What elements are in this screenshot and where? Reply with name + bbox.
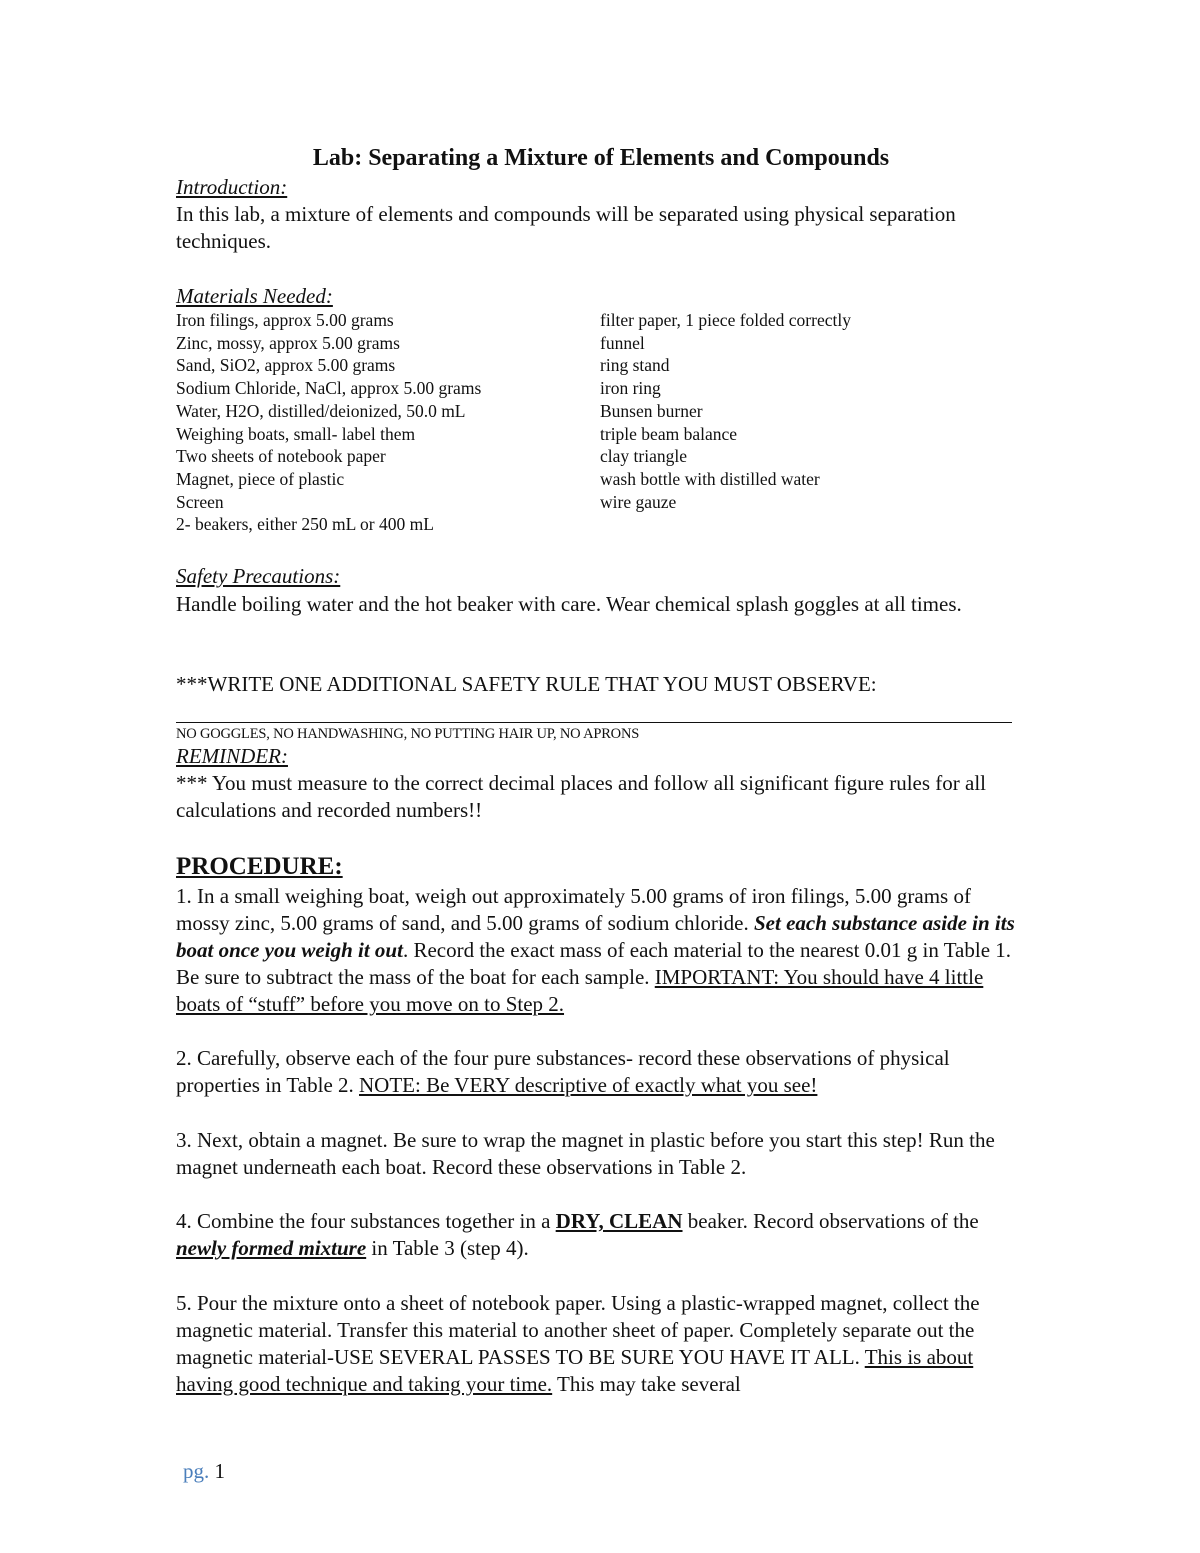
safety-heading: Safety Precautions:	[176, 564, 341, 588]
material-item: Two sheets of notebook paper	[176, 446, 386, 467]
material-item: Sodium Chloride, NaCl, approx 5.00 grams	[176, 378, 482, 399]
material-item: iron ring	[600, 378, 661, 399]
step-text: . Record the exact mass of each material to the nearest 0.01 g in Table 1. Be sure to subtract the mass of the boat for each sample.	[176, 938, 1012, 989]
step-emphasis: Set each substance aside in its boat once you weigh it out	[176, 911, 1015, 962]
material-item: triple beam balance	[600, 423, 738, 444]
material-item: ring stand	[600, 355, 670, 376]
page-number: 1	[214, 1459, 225, 1483]
procedure-heading: PROCEDURE:	[176, 853, 343, 880]
procedure-step-1	[176, 883, 1026, 1018]
introduction-text: In this lab, a mixture of elements and compounds will be separated using physical separation techniques.	[176, 202, 956, 253]
step-text: 4. Combine the four substances together in a	[176, 1209, 556, 1233]
step-text: beaker. Record observations of the	[682, 1209, 979, 1233]
page-footer	[183, 1458, 225, 1484]
step-underlined: IMPORTANT: You should have 4 little boats of “stuff” before you move on to Step 2.	[176, 965, 984, 1016]
safety-rule-prompt: ***WRITE ONE ADDITIONAL SAFETY RULE THAT YOU MUST OBSERVE:	[176, 672, 877, 696]
page-title: Lab: Separating a Mixture of Elements and Compounds	[312, 145, 890, 171]
step-underlined: This is about having good technique and taking your time.	[176, 1345, 974, 1396]
material-item: filter paper, 1 piece folded correctly	[600, 310, 851, 330]
step-underlined: NOTE: Be VERY descriptive of exactly what you see!	[359, 1073, 818, 1097]
step-text: in Table 3 (step 4).	[366, 1236, 529, 1260]
material-item: Weighing boats, small- label them	[176, 423, 416, 444]
material-item: Magnet, piece of plastic	[176, 468, 345, 489]
material-item: wire gauze	[600, 491, 677, 512]
material-item: Screen	[176, 491, 224, 512]
step-text: 1. In a small weighing boat, weigh out approximately 5.00 grams of iron filings, 5.00 grams of mossy zinc, 5.00 grams of sand, and 5.00 grams of sodium chloride.	[176, 884, 971, 935]
material-item: Sand, SiO2, approx 5.00 grams	[176, 355, 396, 376]
page-label: pg.	[183, 1459, 210, 1483]
material-item: Water, H2O, distilled/deionized, 50.0 mL	[176, 400, 466, 421]
safety-rule-answer: NO GOGGLES, NO HANDWASHING, NO PUTTING HAIR UP, NO APRONS	[176, 726, 640, 742]
materials-list-right	[600, 309, 851, 513]
introduction-heading: Introduction:	[176, 175, 288, 199]
step-text: This may take several	[552, 1372, 741, 1396]
material-item: Iron filings, approx 5.00 grams	[176, 310, 394, 330]
materials-list-left	[176, 309, 481, 536]
procedure-step-4	[176, 1208, 1026, 1262]
reminder-heading: REMINDER:	[176, 744, 288, 768]
material-item: Bunsen burner	[600, 400, 703, 421]
material-item: Zinc, mossy, approx 5.00 grams	[176, 332, 400, 353]
material-item: wash bottle with distilled water	[600, 468, 820, 489]
procedure-step-2	[176, 1045, 1026, 1099]
reminder-text: *** You must measure to the correct decimal places and follow all significant figure rules for all calculations and recorded numbers!!	[176, 771, 987, 822]
procedure-step-3: 3. Next, obtain a magnet. Be sure to wrap the magnet in plastic before you start this step! Run the magnet underneath each boat. Record these observations in Table 2.	[176, 1128, 995, 1179]
step-text: 5. Pour the mixture onto a sheet of notebook paper. Using a plastic-wrapped magnet, collect the magnetic material. Transfer this material to another sheet of paper. Completely separate out the magnetic material-USE SEVERAL PASSES TO BE SURE YOU HAVE IT ALL.	[176, 1291, 980, 1369]
step-emphasis: newly formed mixture	[176, 1236, 367, 1260]
material-item: 2- beakers, either 250 mL or 400 mL	[176, 514, 434, 535]
step-emphasis: DRY, CLEAN	[555, 1209, 683, 1233]
step-text: 2. Carefully, observe each of the four pure substances- record these observations of physical properties in Table 2.	[176, 1046, 950, 1097]
material-item: clay triangle	[600, 446, 687, 467]
safety-text: Handle boiling water and the hot beaker with care. Wear chemical splash goggles at all times.	[176, 592, 962, 616]
procedure-step-5	[176, 1290, 1026, 1398]
material-item: funnel	[600, 332, 645, 353]
materials-heading: Materials Needed:	[176, 284, 333, 308]
answer-line	[176, 722, 1012, 723]
